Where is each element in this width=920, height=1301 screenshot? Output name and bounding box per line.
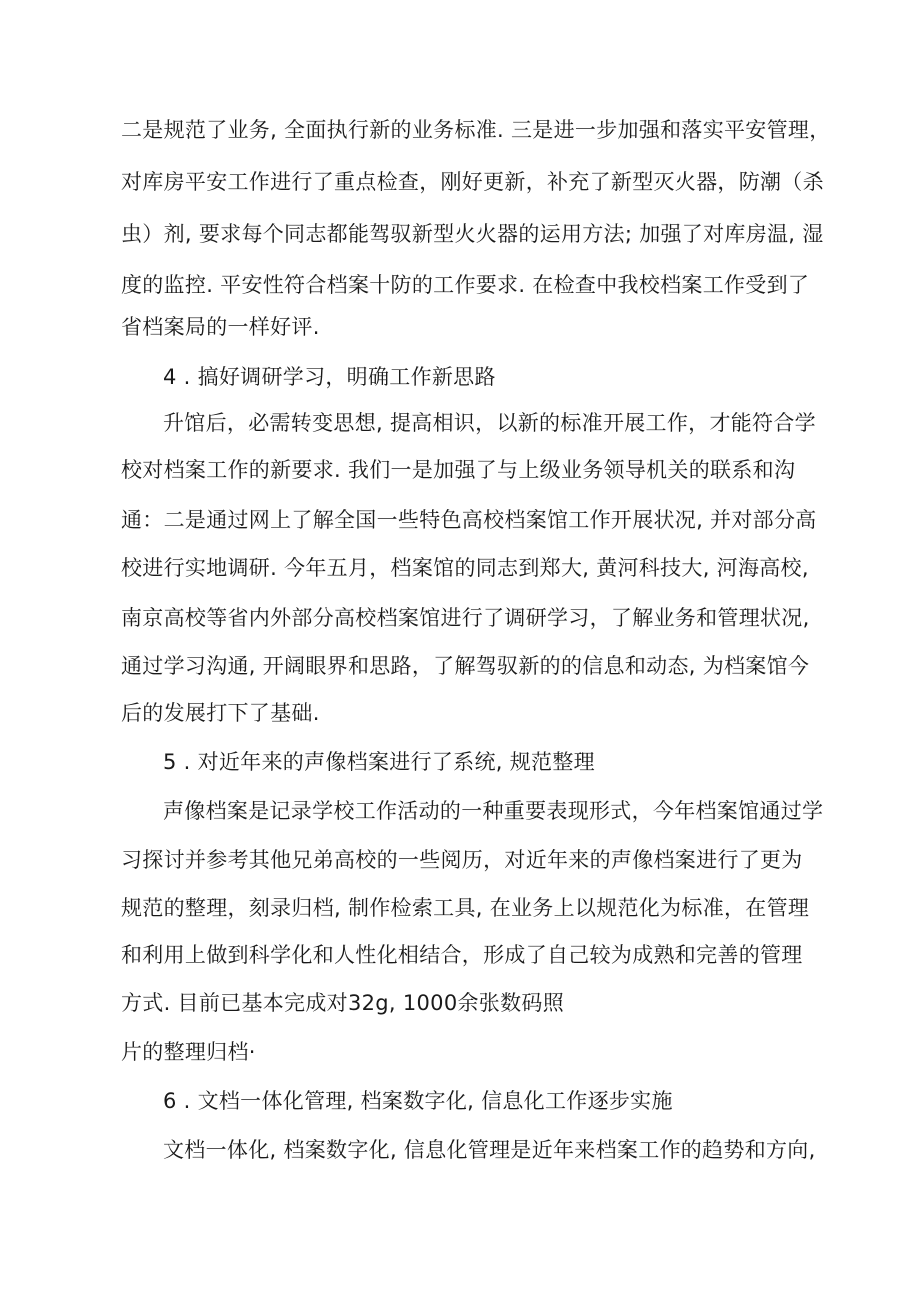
paragraph-line: 通过学习沟通, 开阔眼界和思路，了解驾驭新的的信息和动态, 为档案馆今 — [121, 654, 810, 678]
section-heading: 4 . 搞好调研学习，明确工作新思路 — [163, 365, 496, 389]
paragraph-line: 南京高校等省内外部分高校档案馆进行了调研学习，了解业务和管理状况, — [121, 606, 810, 630]
paragraph-line: 文档一体化, 档案数字化, 信息化管理是近年来档案工作的趋势和方向, — [163, 1138, 816, 1162]
paragraph-line: 片的整理归档· — [121, 1040, 256, 1064]
paragraph-line: 虫）剂, 要求每个同志都能驾驭新型火火器的运用方法; 加强了对库房温, 湿 — [121, 222, 824, 246]
paragraph-line: 校对档案工作的新要求. 我们一是加强了与上级业务领导机关的联系和沟 — [121, 458, 796, 482]
paragraph-line: 升馆后，必需转变思想, 提高相识，以新的标准开展工作，才能符合学 — [163, 411, 816, 435]
paragraph-line: 通：二是通过网上了解全国一些特色高校档案馆工作开展状况, 并对部分高 — [121, 508, 817, 532]
paragraph-line: 二是规范了业务, 全面执行新的业务标准. 三是进一步加强和落实平安管理， — [121, 118, 831, 142]
paragraph-line: 声像档案是记录学校工作活动的一种重要表现形式，今年档案馆通过学 — [163, 799, 824, 823]
paragraph-line: 方式. 目前已基本完成对32g, 1000余张数码照 — [121, 991, 564, 1015]
paragraph-line: 规范的整理，刻录归档, 制作检索工具, 在业务上以规范化为标准，在管理 — [121, 896, 810, 920]
paragraph-line: 习探讨并参考其他兄弟高校的一些阅历，对近年来的声像档案进行了更为 — [121, 848, 803, 872]
section-heading: 5 . 对近年来的声像档案进行了系统, 规范整理 — [163, 750, 595, 774]
paragraph-line: 校进行实地调研. 今年五月，档案馆的同志到郑大, 黄河科技大, 河海高校, — [121, 556, 809, 580]
paragraph-line: 后的发展打下了基础. — [121, 701, 320, 725]
paragraph-line: 度的监控. 平安性符合档案十防的工作要求. 在检查中我校档案工作受到了 — [121, 273, 810, 297]
section-heading: 6 . 文档一体化管理, 档案数字化, 信息化工作逐步实施 — [163, 1089, 673, 1113]
paragraph-line: 和利用上做到科学化和人性化相结合，形成了自己较为成熟和完善的管理 — [121, 943, 803, 967]
paragraph-line: 省档案局的一样好评. — [121, 315, 320, 339]
paragraph-line: 对库房平安工作进行了重点检查，刚好更新，补充了新型灭火器，防潮（杀 — [121, 170, 824, 194]
